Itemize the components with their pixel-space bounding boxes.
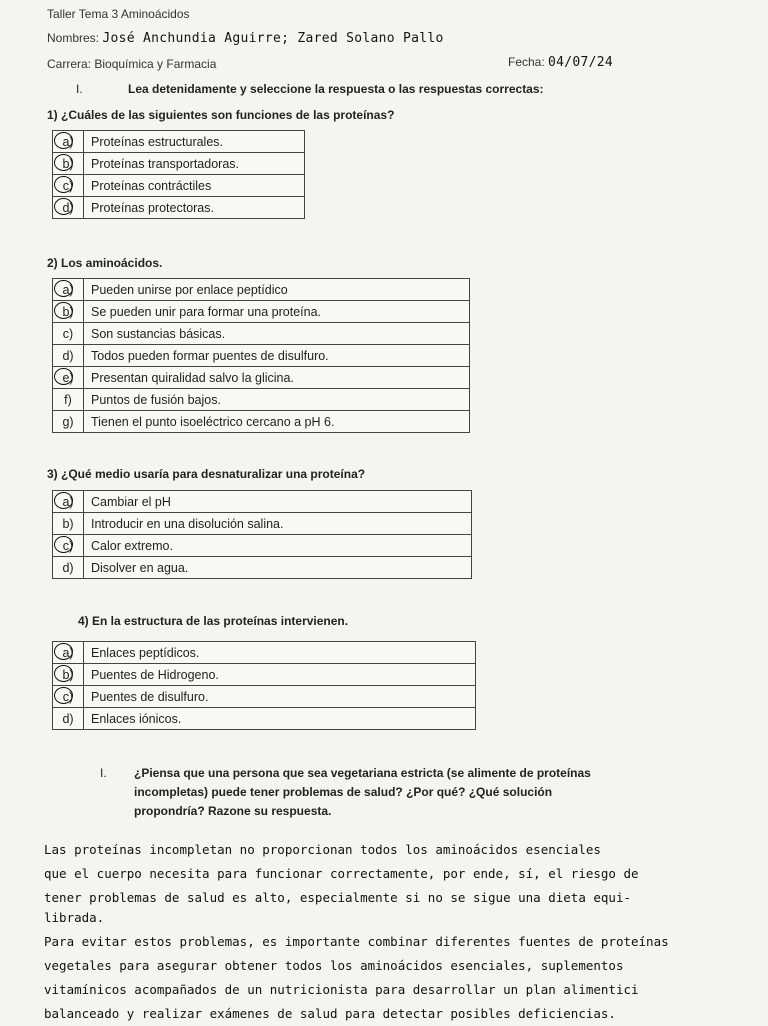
option-row [53,411,470,433]
answer-circle-mark [54,687,73,704]
option-key [53,535,84,557]
worksheet-title: Taller Tema 3 Aminoácidos [47,7,190,21]
section2-question-line: ¿Piensa que una persona que sea vegetariana estricta (se alimente de proteínas [134,766,591,780]
answer-circle-mark [54,154,73,171]
option-row [53,197,305,219]
answer-circle-mark [54,643,73,660]
answer-circle-mark [54,280,73,297]
answer-circle-mark [54,368,73,385]
option-row [53,175,305,197]
option-row [53,664,476,686]
option-text: Enlaces iónicos. [84,708,476,730]
answer-line: tener problemas de salud es alto, especialmente si no se sigue una dieta equi- [44,890,631,905]
option-key-label: b) [62,304,74,319]
option-text: Se pueden unir para formar una proteína. [84,301,470,323]
answer-circle-mark [54,132,73,149]
names-handwritten: José Anchundia Aguirre; Zared Solano Pallo [102,31,444,46]
option-text: Enlaces peptídicos. [84,642,476,664]
section2-question-line: incompletas) puede tener problemas de salud? ¿Por qué? ¿Qué solución [134,785,553,799]
option-key-label: c) [62,178,74,193]
answer-line: balanceado y realizar exámenes de salud para detectar posibles deficiencias. [44,1006,616,1021]
answer-circle-mark [54,665,73,682]
option-key-label: a) [62,134,74,149]
option-key-label: b) [62,516,74,531]
answer-circle-mark [54,198,73,215]
option-text: Calor extremo. [84,535,472,557]
option-row [53,279,470,301]
option-key [53,197,84,219]
question-2-options [52,278,470,433]
option-row [53,131,305,153]
answer-line: vegetales para asegurar obtener todos los aminoácidos esenciales, suplementos [44,958,624,973]
option-key-label: a) [62,645,74,660]
option-row [53,301,470,323]
option-key-label: c) [62,689,74,704]
option-row [53,323,470,345]
option-key [53,175,84,197]
option-text: Puentes de disulfuro. [84,686,476,708]
option-row [53,153,305,175]
option-key-label: d) [62,200,74,215]
answer-line: vitamínicos acompañados de un nutricionista para desarrollar un plan alimentici [44,982,639,997]
option-key-label: c) [62,538,74,553]
date-handwritten: 04/07/24 [548,55,614,70]
option-key [53,367,84,389]
option-text: Presentan quiralidad salvo la glicina. [84,367,470,389]
answer-circle-mark [54,492,73,509]
option-text: Todos pueden formar puentes de disulfuro. [84,345,470,367]
question-1-title: 1) ¿Cuáles de las siguientes son funciones de las proteínas? [47,108,395,122]
section2-question [134,764,654,821]
option-key [53,557,84,579]
question-4-options [52,641,476,730]
option-key-label: e) [62,370,74,385]
option-key [53,642,84,664]
answer-circle-mark [54,536,73,553]
option-text: Proteínas estructurales. [84,131,305,153]
option-row [53,513,472,535]
option-key-label: d) [62,560,74,575]
option-key-label: g) [62,414,74,429]
option-key-label: b) [62,156,74,171]
question-1-options [52,130,305,219]
option-key [53,411,84,433]
section2-number: I. [100,766,107,780]
option-key [53,301,84,323]
option-key-label: d) [62,348,74,363]
option-key-label: b) [62,667,74,682]
option-row [53,642,476,664]
option-key [53,389,84,411]
date-row [508,55,613,70]
answer-line: Para evitar estos problemas, es importante combinar diferentes fuentes de proteínas [44,934,669,949]
option-row [53,389,470,411]
option-key-label: c) [62,326,74,341]
career-label: Carrera: Bioquímica y Farmacia [47,57,217,71]
option-row [53,491,472,513]
option-text: Puntos de fusión bajos. [84,389,470,411]
option-text: Disolver en agua. [84,557,472,579]
option-text: Puentes de Hidrogeno. [84,664,476,686]
option-key-label: f) [64,392,72,407]
answer-circle-mark [54,176,73,193]
option-row [53,367,470,389]
names-row [47,31,507,46]
option-key [53,708,84,730]
question-4-title: 4) En la estructura de las proteínas intervienen. [78,614,349,628]
option-text: Proteínas contráctiles [84,175,305,197]
section1-instruction: Lea detenidamente y seleccione la respuesta o las respuestas correctas: [128,82,544,96]
answer-circle-mark [54,302,73,319]
option-key [53,664,84,686]
option-key-label: d) [62,711,74,726]
option-text: Proteínas transportadoras. [84,153,305,175]
answer-line: Las proteínas incompletan no proporcionan todos los aminoácidos esenciales [44,842,601,857]
option-text: Cambiar el pH [84,491,472,513]
option-key [53,686,84,708]
option-text: Proteínas protectoras. [84,197,305,219]
option-key [53,491,84,513]
option-row [53,708,476,730]
option-row [53,557,472,579]
option-row [53,686,476,708]
answer-line: que el cuerpo necesita para funcionar correctamente, por ende, sí, el riesgo de [44,866,639,881]
option-text: Tienen el punto isoeléctrico cercano a pH 6. [84,411,470,433]
option-key [53,279,84,301]
option-row [53,535,472,557]
option-text: Pueden unirse por enlace peptídico [84,279,470,301]
question-2-title: 2) Los aminoácidos. [47,256,163,270]
option-key-label: a) [62,282,74,297]
option-text: Introducir en una disolución salina. [84,513,472,535]
option-key-label: a) [62,494,74,509]
question-3-options [52,490,472,579]
option-key [53,513,84,535]
option-text: Son sustancias básicas. [84,323,470,345]
answer-line: librada. [44,910,105,925]
option-key [53,131,84,153]
section2-question-line: propondría? Razone su respuesta. [134,804,332,818]
option-key [53,153,84,175]
date-label: Fecha: [508,55,545,69]
names-label: Nombres: [47,31,100,45]
option-row [53,345,470,367]
section1-number: I. [76,82,83,96]
option-key [53,323,84,345]
handwritten-answer [44,838,754,1026]
option-key [53,345,84,367]
question-3-title: 3) ¿Qué medio usaría para desnaturalizar una proteína? [47,467,366,481]
